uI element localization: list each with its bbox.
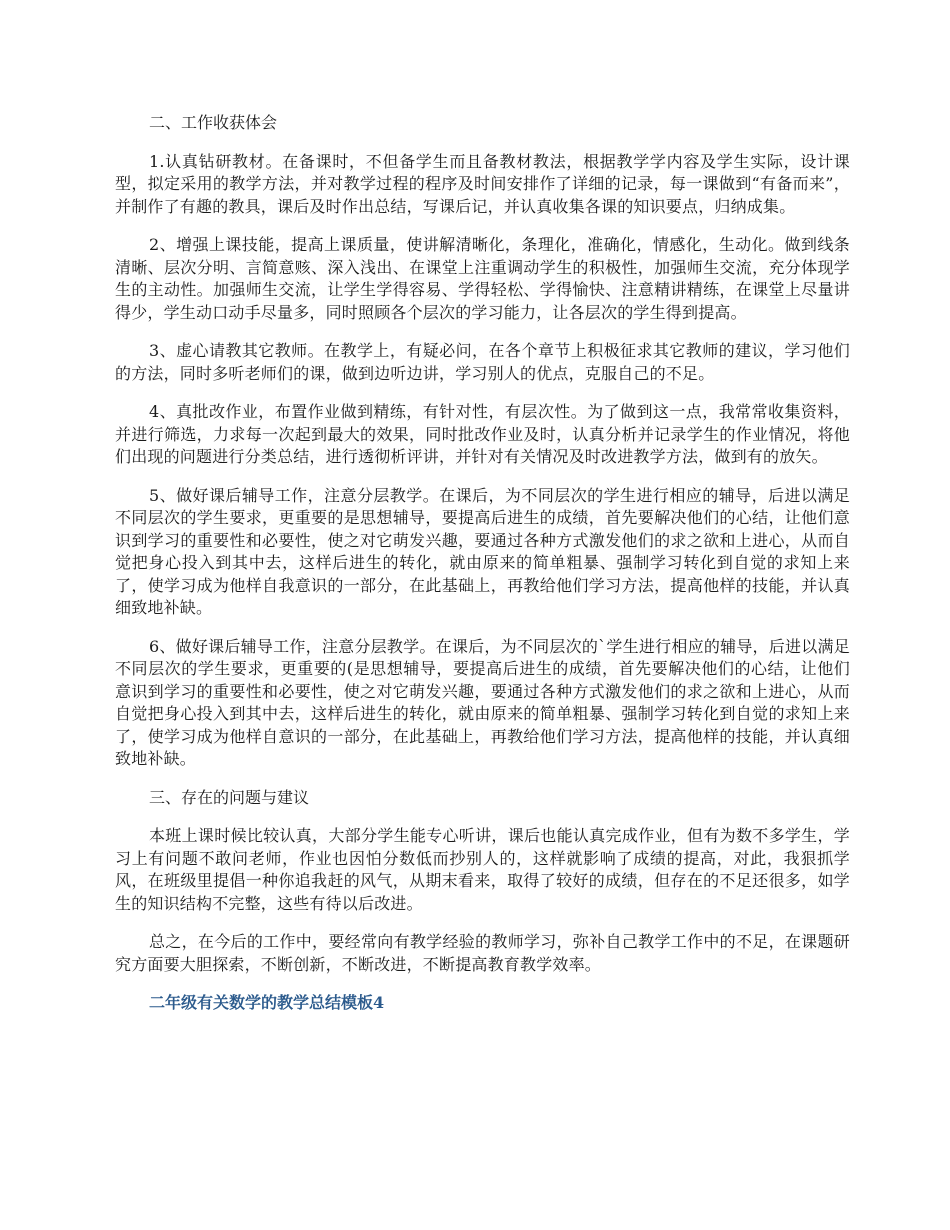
- paragraph-1: 1.认真钻研教材。在备课时，不但备学生而且备教材教法，根据教学学内容及学生实际，设计课型，拟定采用的教学方法，并对教学过程的程序及时间安排作了详细的记录，每一课做到“有备而来”，并制作了有趣的教具，课后及时作出总结，写课后记，并认真收集各课的知识要点，归纳成集。: [115, 151, 850, 216]
- heading-work-gains: 二、工作收获体会: [149, 113, 278, 132]
- paragraph-7: 本班上课时候比较认真，大部分学生能专心听讲，课后也能认真完成作业，但有为数不多学生，学习上有问题不敢问老师，作业也因怕分数低而抄别人的，这样就影响了成绩的提高，对此，我狠抓学风，在班级里提倡一种你追我赶的风气，从期末看来，取得了较好的成绩，但存在的不足还很多，如学生的知识结构不完整，这些有待以后改进。: [115, 826, 850, 913]
- paragraph-3: 3、虚心请教其它教师。在教学上，有疑必问，在各个章节上积极征求其它教师的建议，学习他们的方法，同时多听老师们的课，做到边听边讲，学习别人的优点，克服自己的不足。: [115, 341, 850, 383]
- heading-problems-suggestions: 三、存在的问题与建议: [149, 787, 310, 807]
- paragraph-4: 4、真批改作业，布置作业做到精练，有针对性，有层次性。为了做到这一点，我常常收集资料，并进行筛选，力求每一次起到最大的效果，同时批改作业及时，认真分析并记录学生的作业情况，将他们出现的问题进行分类总结，进行透彻析评讲，并针对有关情况及时改进教学方法，做到有的放矢。: [115, 402, 850, 466]
- paragraph-5: 5、做好课后辅导工作，注意分层教学。在课后，为不同层次的学生进行相应的辅导，后进以满足不同层次的学生要求，更重要的是思想辅导，要提高后进生的成绩，首先要解决他们的心结，让他们意识到学习的重要性和必要性，使之对它萌发兴趣，要通过各种方式激发他们的求之欲和上进心，从而自觉把身心投入到其中去，这样后进生的转化，就由原来的简单粗暴、强制学习转化到自觉的求知上来了，使学习成为他样自我意识的一部分，在此基础上，再教给他们学习方法，提高他样的技能，并认真细致地补缺。: [115, 485, 850, 617]
- paragraph-8: 总之，在今后的工作中，要经常向有教学经验的教师学习，弥补自己教学工作中的不足，在课题研究方面要大胆探索，不断创新，不断改进，不断提高教育教学效率。: [115, 932, 850, 974]
- section-title-link[interactable]: 二年级有关数学的教学总结模板4: [149, 993, 385, 1012]
- paragraph-6: 6、做好课后辅导工作，注意分层教学。在课后，为不同层次的`学生进行相应的辅导，后进以满足不同层次的学生要求，更重要的(是思想辅导，要提高后进生的成绩，首先要解决他们的心结，让他们意识到学习的重要性和必要性，使之对它萌发兴趣，要通过各种方式激发他们的求之欲和上进心，从而自觉把身心投入到其中去，这样后进生的转化，就由原来的简单粗暴、强制学习转化到自觉的求知上来了，使学习成为他样自意识的一部分，在此基础上，再教给他们学习方法，提高他样的技能，并认真细致地补缺。: [115, 636, 850, 768]
- paragraph-2: 2、增强上课技能，提高上课质量，使讲解清晰化，条理化，准确化，情感化，生动化。做到线条清晰、层次分明、言简意赅、深入浅出、在课堂上注重调动学生的积极性，加强师生交流，充分体现学生的主动性。加强师生交流，让学生学得容易、学得轻松、学得愉快、注意精讲精练，在课堂上尽量讲得少，学生动口动手尽量多，同时照顾各个层次的学习能力，让各层次的学生得到提高。: [115, 235, 850, 322]
